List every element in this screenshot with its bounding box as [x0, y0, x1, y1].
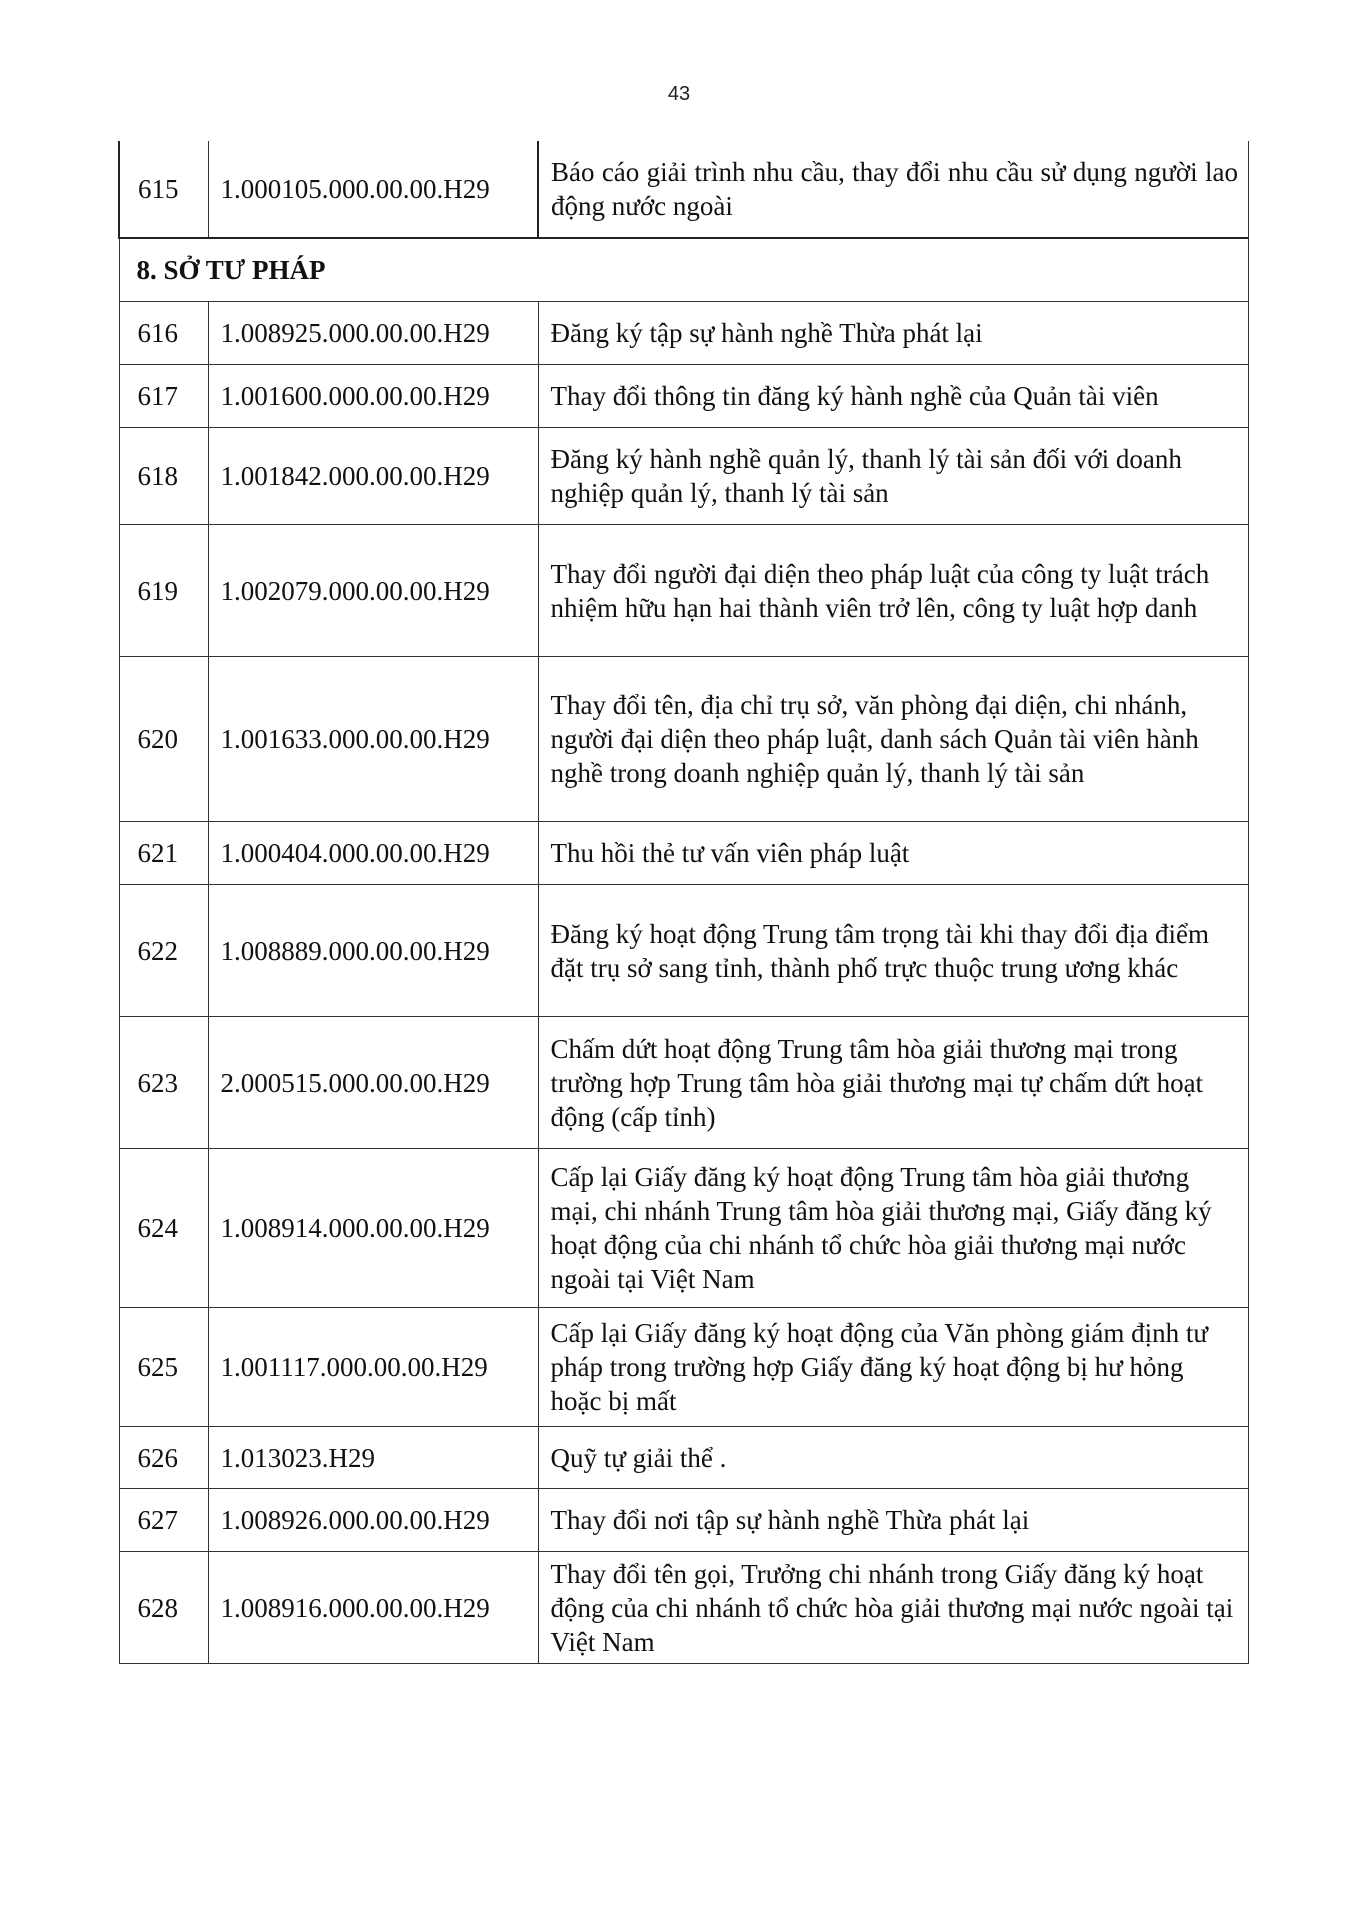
- procedure-code: 1.001600.000.00.00.H29: [208, 365, 538, 428]
- section-row: [119, 238, 1249, 302]
- table-row: [119, 1017, 1249, 1149]
- procedure-name: Thay đổi nơi tập sự hành nghề Thừa phát lại: [538, 1489, 1249, 1552]
- procedure-code: 1.000404.000.00.00.H29: [208, 822, 538, 885]
- row-number: 617: [119, 365, 208, 428]
- row-number: 623: [119, 1017, 208, 1149]
- table-row: [119, 525, 1249, 657]
- table-row: [119, 428, 1249, 525]
- row-number: 626: [119, 1427, 208, 1489]
- page-number: 43: [667, 83, 691, 105]
- row-number: 622: [119, 885, 208, 1017]
- table-row: [119, 365, 1249, 428]
- procedure-name: Báo cáo giải trình nhu cầu, thay đổi nhu cầu sử dụng người lao động nước ngoài: [538, 141, 1249, 238]
- procedure-name: Đăng ký hoạt động Trung tâm trọng tài khi thay đổi địa điểm đặt trụ sở sang tỉnh, thành phố trực thuộc trung ương khác: [538, 885, 1249, 1017]
- procedure-name: Cấp lại Giấy đăng ký hoạt động của Văn phòng giám định tư pháp trong trường hợp Giấy đăng ký hoạt động bị hư hỏng hoặc bị mất: [538, 1308, 1249, 1427]
- procedure-name: Thay đổi tên gọi, Trưởng chi nhánh trong Giấy đăng ký hoạt động của chi nhánh tổ chức hòa giải thương mại nước ngoài tại Việt Nam: [538, 1552, 1249, 1664]
- procedure-code: 1.001633.000.00.00.H29: [208, 657, 538, 822]
- procedure-name: Thu hồi thẻ tư vấn viên pháp luật: [538, 822, 1249, 885]
- procedure-code: 1.008926.000.00.00.H29: [208, 1489, 538, 1552]
- table-row: [119, 822, 1249, 885]
- procedure-code: 1.008889.000.00.00.H29: [208, 885, 538, 1017]
- row-number: 625: [119, 1308, 208, 1427]
- procedure-name: Thay đổi tên, địa chỉ trụ sở, văn phòng đại diện, chi nhánh, người đại diện theo pháp luật, danh sách Quản tài viên hành nghề trong doanh nghiệp quản lý, thanh lý tài sản: [538, 657, 1249, 822]
- procedure-code: 1.008925.000.00.00.H29: [208, 302, 538, 365]
- procedure-code: 1.001842.000.00.00.H29: [208, 428, 538, 525]
- procedure-code: 1.008916.000.00.00.H29: [208, 1552, 538, 1664]
- procedure-name: Đăng ký hành nghề quản lý, thanh lý tài sản đối với doanh nghiệp quản lý, thanh lý tài sản: [538, 428, 1249, 525]
- row-number: 615: [119, 141, 208, 238]
- procedure-name: Chấm dứt hoạt động Trung tâm hòa giải thương mại trong trường hợp Trung tâm hòa giải thương mại tự chấm dứt hoạt động (cấp tỉnh): [538, 1017, 1249, 1149]
- table-row: [119, 1552, 1249, 1664]
- row-number: 616: [119, 302, 208, 365]
- table-row: [119, 1149, 1249, 1308]
- row-number: 627: [119, 1489, 208, 1552]
- procedures-table: [118, 141, 1249, 1664]
- procedure-name: Quỹ tự giải thể .: [538, 1427, 1249, 1489]
- table-row: [119, 1308, 1249, 1427]
- table-row: [119, 657, 1249, 822]
- row-number: 624: [119, 1149, 208, 1308]
- table-row: [119, 302, 1249, 365]
- row-number: 621: [119, 822, 208, 885]
- procedure-name: Thay đổi người đại diện theo pháp luật của công ty luật trách nhiệm hữu hạn hai thành viên trở lên, công ty luật hợp danh: [538, 525, 1249, 657]
- procedure-code: 1.000105.000.00.00.H29: [208, 141, 538, 238]
- procedure-code: 2.000515.000.00.00.H29: [208, 1017, 538, 1149]
- row-number: 628: [119, 1552, 208, 1664]
- row-number: 618: [119, 428, 208, 525]
- procedure-name: Thay đổi thông tin đăng ký hành nghề của Quản tài viên: [538, 365, 1249, 428]
- table-row: [119, 885, 1249, 1017]
- table-row: [119, 1427, 1249, 1489]
- table-row: [119, 141, 1249, 238]
- procedure-name: Cấp lại Giấy đăng ký hoạt động Trung tâm hòa giải thương mại, chi nhánh Trung tâm hòa giải thương mại, Giấy đăng ký hoạt động của chi nhánh tổ chức hòa giải thương mại nước ngoài tại Việt Nam: [538, 1149, 1249, 1308]
- procedure-name: Đăng ký tập sự hành nghề Thừa phát lại: [538, 302, 1249, 365]
- section-title: 8. SỞ TƯ PHÁP: [119, 238, 1249, 302]
- procedure-code: 1.002079.000.00.00.H29: [208, 525, 538, 657]
- row-number: 619: [119, 525, 208, 657]
- row-number: 620: [119, 657, 208, 822]
- table-row: [119, 1489, 1249, 1552]
- procedure-code: 1.001117.000.00.00.H29: [208, 1308, 538, 1427]
- procedure-code: 1.013023.H29: [208, 1427, 538, 1489]
- procedure-code: 1.008914.000.00.00.H29: [208, 1149, 538, 1308]
